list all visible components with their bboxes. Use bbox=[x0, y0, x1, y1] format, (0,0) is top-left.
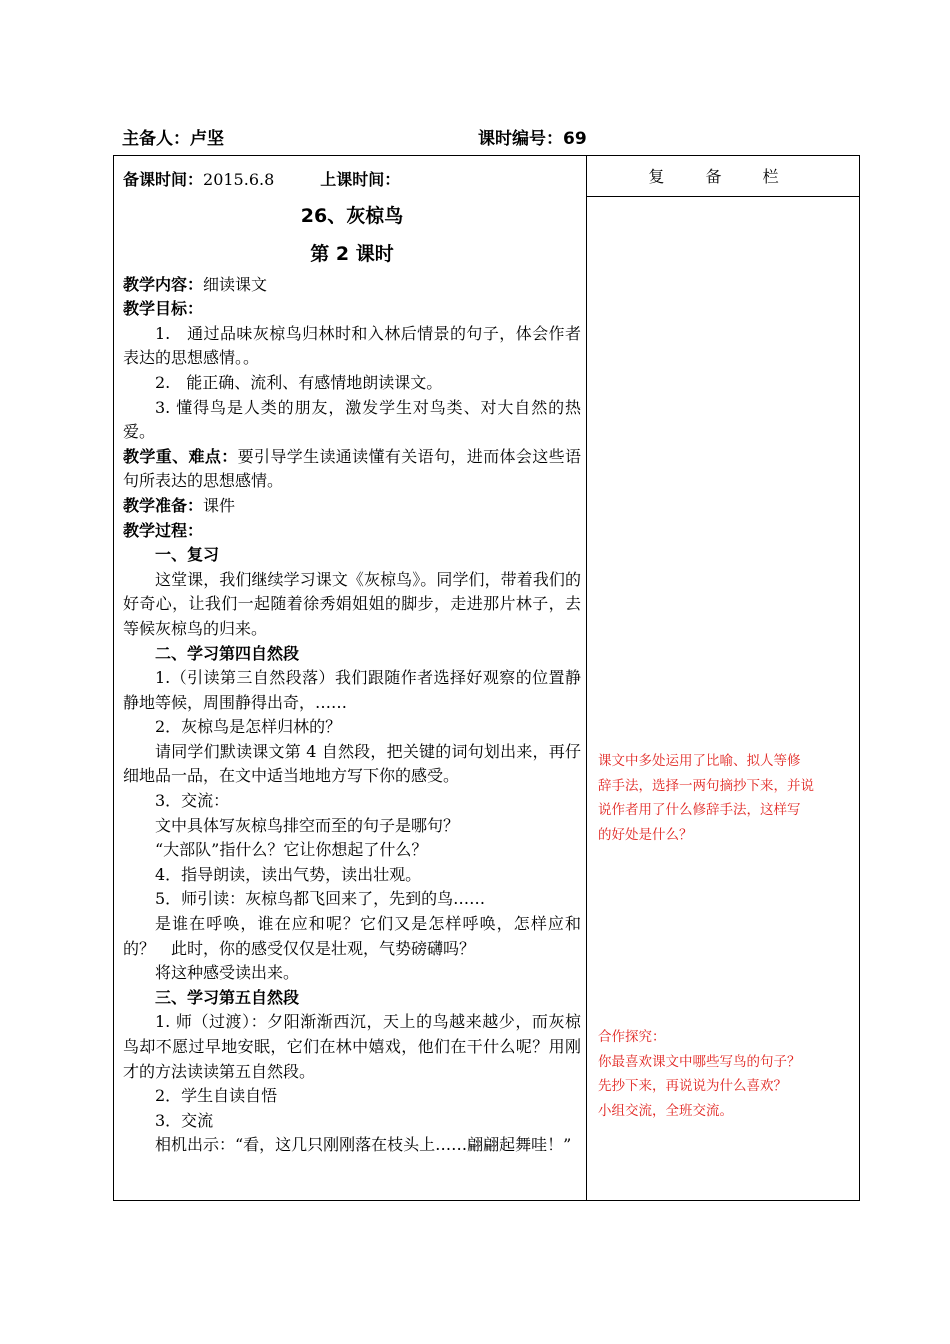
goals-label: 教学目标： bbox=[123, 299, 204, 319]
note-line: 辞手法，选择一两句摘抄下来，并说 bbox=[598, 777, 814, 794]
lesson-subtitle: 第 2 课时 bbox=[310, 242, 394, 265]
preparer: 主备人：卢坚 bbox=[122, 129, 224, 149]
side-note-rhetoric bbox=[598, 749, 854, 847]
section-2-para-1: 1.（引读第三自然段落）我们跟随作者选择好观察的位置静静地等候，周围静得出奇，…… bbox=[123, 668, 581, 712]
main-column bbox=[123, 168, 581, 1158]
goal-2: 2. 能正确、流利、有感情地朗读课文。 bbox=[155, 372, 443, 392]
section-3-para-4: 相机出示：“看，这几只刚刚落在枝头上……翩翩起舞哇！” bbox=[155, 1135, 572, 1155]
goal-3: 3. 懂得鸟是人类的朋友，激发学生对鸟类、对大自然的热爱。 bbox=[123, 397, 581, 442]
section-2-title: 二、学习第四自然段 bbox=[155, 643, 300, 663]
section-2-para-3: 请同学们默读课文第 4 自然段，把关键的词句划出来，再仔细地品一品，在文中适当地地方写下你的感受。 bbox=[123, 741, 581, 786]
class-time-label: 上课时间： bbox=[320, 170, 401, 189]
section-3-para-3: 3．交流 bbox=[155, 1110, 214, 1130]
preparation-label: 教学准备： bbox=[123, 495, 204, 515]
section-1-para: 这堂课，我们继续学习课文《灰椋鸟》。同学们，带着我们的好奇心，让我们一起随着徐秀娟姐姐的脚步，走进那片林子，去等候灰椋鸟的归来。 bbox=[123, 569, 581, 638]
note-line: 先抄下来，再说说为什么喜欢？ bbox=[598, 1078, 787, 1094]
section-1-title: 一、复习 bbox=[155, 545, 220, 565]
goal-1: 1. 通过品味灰椋鸟归林时和入林后情景的句子，体会作者表达的思想感情。。 bbox=[123, 323, 581, 368]
section-2-para-2: 2．灰椋鸟是怎样归林的？ bbox=[155, 717, 342, 737]
section-2-para-9: 是谁在呼唤，谁在应和呢？它们又是怎样呼唤，怎样应和的？ 此时，你的感受仅仅是壮观，气势磅礴吗？ bbox=[123, 914, 581, 958]
key-value: 要引导学生读通读懂有关语句，进而体会这些语句所表达的思想感情。 bbox=[123, 446, 581, 491]
note-line: 合作探究： bbox=[598, 1029, 666, 1045]
key-label: 教学重、难点： bbox=[123, 446, 238, 466]
section-2-para-8: 5．师引读：灰椋鸟都飞回来了，先到的鸟…… bbox=[155, 889, 486, 909]
preparation-value: 课件 bbox=[203, 495, 236, 515]
note-line: 说作者用了什么修辞手法，这样写 bbox=[598, 802, 801, 818]
note-line: 你最喜欢课文中哪些写鸟的句子？ bbox=[598, 1053, 801, 1070]
content-label: 教学内容： bbox=[123, 274, 204, 294]
prep-time-value: 2015.6.8 bbox=[203, 170, 275, 189]
document-header bbox=[122, 124, 862, 149]
section-2-para-4: 3．交流： bbox=[155, 791, 230, 811]
side-header-divider bbox=[586, 196, 859, 197]
section-3-para-2: 2．学生自读自悟 bbox=[155, 1086, 278, 1106]
prep-time-label: 备课时间： bbox=[123, 170, 204, 189]
lesson-title: 26、灰椋鸟 bbox=[300, 204, 404, 227]
section-2-para-6: “大部队”指什么？它让你想起了什么？ bbox=[155, 840, 428, 860]
section-2-para-10: 将这种感受读出来。 bbox=[155, 963, 300, 983]
lesson-number: 课时编号：69 bbox=[478, 129, 587, 149]
lesson-plan-table bbox=[113, 155, 860, 1201]
section-3-title: 三、学习第五自然段 bbox=[155, 987, 300, 1007]
column-divider bbox=[586, 156, 587, 1200]
side-column-title: 复 备 栏 bbox=[648, 167, 797, 186]
section-3-para-1: 1. 师（过渡）：夕阳渐渐西沉，天上的鸟越来越少，而灰椋鸟却不愿过早地安眠，它们在林中嬉戏，他们在干什么呢？用刚才的方法读读第五自然段。 bbox=[123, 1012, 581, 1081]
meta-line bbox=[123, 168, 581, 193]
note-line: 课文中多处运用了比喻、拟人等修 bbox=[598, 753, 801, 769]
process-label: 教学过程： bbox=[123, 520, 204, 540]
section-2-para-7: 4．指导朗读，读出气势，读出壮观。 bbox=[155, 864, 422, 884]
content-line bbox=[123, 273, 581, 298]
content-value: 细读课文 bbox=[203, 274, 268, 294]
key-points bbox=[123, 445, 581, 494]
side-note-cooperation bbox=[598, 1025, 854, 1123]
note-line: 的好处是什么？ bbox=[598, 826, 693, 843]
note-line: 小组交流，全班交流。 bbox=[598, 1102, 733, 1119]
section-2-para-5: 文中具体写灰椋鸟排空而至的句子是哪句？ bbox=[155, 815, 460, 835]
preparation-line bbox=[123, 494, 581, 519]
